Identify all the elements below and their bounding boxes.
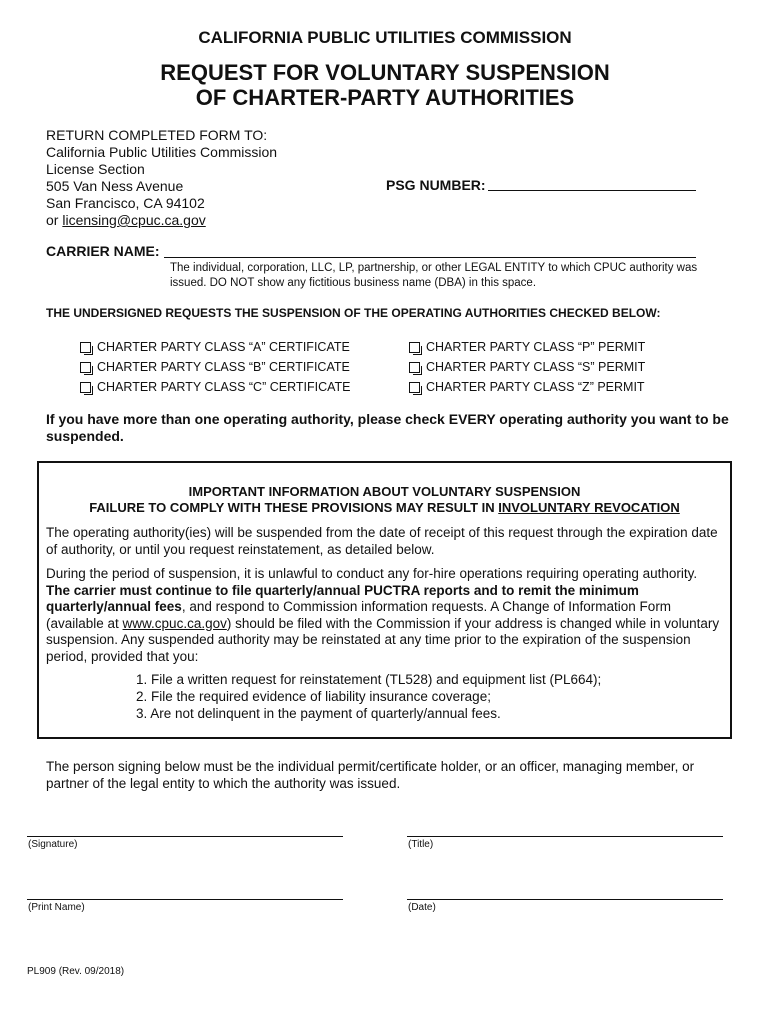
authority-option-class-a[interactable] xyxy=(80,337,351,357)
return-line-2: License Section xyxy=(46,161,145,177)
carrier-name-field[interactable] xyxy=(164,257,696,258)
authority-option-class-s[interactable] xyxy=(409,357,645,377)
authority-label: CHARTER PARTY CLASS “S” PERMIT xyxy=(426,360,646,374)
rules-text-bold: The carrier must continue to file quarterly/annual PUCTRA reports and to remit the minimum quarterly/annual fees xyxy=(46,582,639,614)
carrier-name-note: The individual, corporation, LLC, LP, partnership, or other LEGAL ENTITY to which CPUC authority was issued. DO NOT show any fictitious business name (DBA) in this space. xyxy=(170,262,698,289)
checkbox-icon[interactable] xyxy=(80,342,91,353)
email-prefix: or xyxy=(46,212,63,228)
step-item: 3. Are not delinquent in the payment of quarterly/annual fees. xyxy=(136,706,501,721)
agency-name: CALIFORNIA PUBLIC UTILITIES COMMISSION xyxy=(198,28,572,47)
authority-label: CHARTER PARTY CLASS “A” CERTIFICATE xyxy=(97,340,350,354)
authority-label: CHARTER PARTY CLASS “B” CERTIFICATE xyxy=(97,360,350,374)
important-heading: IMPORTANT INFORMATION ABOUT VOLUNTARY SUSPENSION xyxy=(188,484,581,499)
return-line-1: California Public Utilities Commission xyxy=(46,144,278,160)
authority-label: CHARTER PARTY CLASS “P” PERMIT xyxy=(426,340,646,354)
form-title-line-1: REQUEST FOR VOLUNTARY SUSPENSION xyxy=(160,60,610,85)
suspension-period-paragraph: The operating authority(ies) will be suspended from the date of receipt of this request through the expiration date of authority, or until you request reinstatement, as detailed below. xyxy=(46,525,718,557)
rules-text-b: , and respond to Commission information requests. A Change of Information Form (available at xyxy=(46,599,672,631)
signing-note: The person signing below must be the individual permit/certificate holder, or an officer, managing member, or partner of the legal entity to which the authority was issued. xyxy=(46,759,695,791)
form-title-line-2: OF CHARTER-PARTY AUTHORITIES xyxy=(195,85,575,110)
authority-option-class-z[interactable] xyxy=(409,377,645,397)
involuntary-revocation: INVOLUNTARY REVOCATION xyxy=(498,500,680,515)
suspension-rules-paragraph xyxy=(46,566,722,665)
title-field[interactable] xyxy=(407,836,723,837)
signature-label: (Signature) xyxy=(28,839,78,850)
checkbox-icon[interactable] xyxy=(80,382,91,393)
title-label: (Title) xyxy=(408,839,434,850)
form-number: PL909 (Rev. 09/2018) xyxy=(27,966,125,977)
psg-number-field[interactable] xyxy=(488,190,696,191)
reinstatement-steps xyxy=(136,671,601,722)
print-name-field[interactable] xyxy=(27,899,343,900)
authority-label: CHARTER PARTY CLASS “C” CERTIFICATE xyxy=(97,380,351,394)
checkbox-icon[interactable] xyxy=(409,342,420,353)
checkbox-icon[interactable] xyxy=(409,382,420,393)
authority-option-class-c[interactable] xyxy=(80,377,351,397)
multiple-authority-note: If you have more than one operating authority, please check EVERY operating authority you want to be suspended. xyxy=(46,411,729,444)
psg-number-label: PSG NUMBER: xyxy=(386,177,486,193)
authorities-heading: THE UNDERSIGNED REQUESTS THE SUSPENSION OF THE OPERATING AUTHORITIES CHECKED BELOW: xyxy=(46,306,661,320)
rules-text-a: During the period of suspension, it is unlawful to conduct any for-hire operations requiring operating authority. xyxy=(46,566,698,581)
return-email-line xyxy=(46,212,277,229)
return-label: RETURN COMPLETED FORM TO: xyxy=(46,127,268,143)
checkbox-icon[interactable] xyxy=(409,362,420,373)
date-label: (Date) xyxy=(408,902,436,913)
authority-option-class-b[interactable] xyxy=(80,357,351,377)
cpuc-website-link[interactable]: www.cpuc.ca.gov xyxy=(122,615,227,631)
print-name-label: (Print Name) xyxy=(28,902,85,913)
return-address xyxy=(46,127,277,229)
carrier-name-label: CARRIER NAME: xyxy=(46,243,160,259)
authority-option-class-p[interactable] xyxy=(409,337,645,357)
authority-label: CHARTER PARTY CLASS “Z” PERMIT xyxy=(426,380,645,394)
authority-list-certificates xyxy=(80,337,351,397)
checkbox-icon[interactable] xyxy=(80,362,91,373)
date-field[interactable] xyxy=(407,899,723,900)
failure-warning-text: FAILURE TO COMPLY WITH THESE PROVISIONS MAY RESULT IN xyxy=(89,500,499,515)
rules-text-c: ) should be filed with the Commission if your address is changed while in voluntary suspension. Any suspended authority may be reinstated at any time prior to the expiration of the suspension period, provided that you: xyxy=(46,615,720,664)
step-item: 2. File the required evidence of liability insurance coverage; xyxy=(136,689,491,704)
return-line-3: 505 Van Ness Avenue xyxy=(46,178,184,194)
email-link[interactable]: licensing@cpuc.ca.gov xyxy=(62,212,206,228)
failure-warning xyxy=(37,500,732,515)
authority-list-permits xyxy=(409,337,645,397)
step-item: 1. File a written request for reinstatement (TL528) and equipment list (PL664); xyxy=(136,672,602,687)
return-line-4: San Francisco, CA 94102 xyxy=(46,195,205,211)
signature-field[interactable] xyxy=(27,836,343,837)
